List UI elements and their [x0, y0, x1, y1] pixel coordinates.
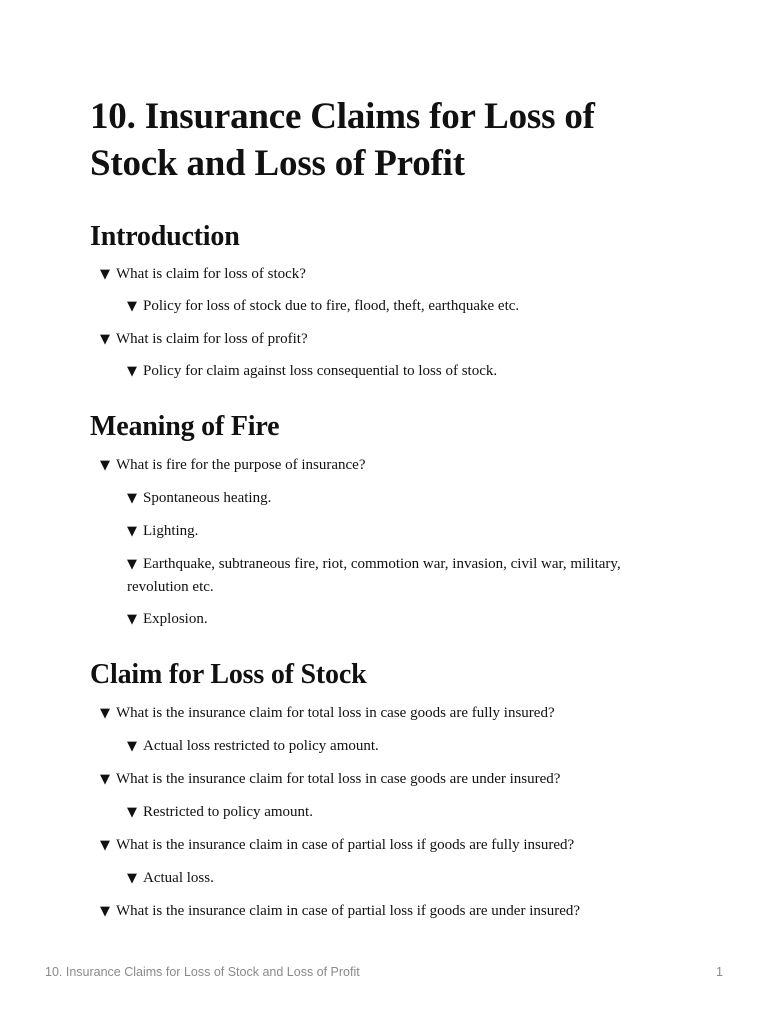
- toggle-item-text: What is fire for the purpose of insurance?: [116, 457, 366, 473]
- toggle-item[interactable]: [100, 328, 650, 351]
- toggle-subitem[interactable]: [127, 295, 650, 318]
- toggle-arrow-icon[interactable]: ▼: [127, 524, 137, 539]
- toggle-subitem[interactable]: [127, 360, 650, 383]
- toggle-subitem-text: Policy for claim against loss consequential to loss of stock.: [143, 363, 498, 379]
- toggle-arrow-icon[interactable]: ▼: [100, 772, 110, 787]
- section-heading-claim-for-loss-of-stock: Claim for Loss of Stock: [90, 659, 367, 690]
- section-heading-introduction: Introduction: [90, 221, 240, 252]
- toggle-subitem-text: Explosion.: [143, 611, 208, 627]
- toggle-item[interactable]: [100, 768, 650, 791]
- toggle-arrow-icon[interactable]: ▼: [127, 871, 137, 886]
- toggle-arrow-icon[interactable]: ▼: [127, 739, 137, 754]
- toggle-arrow-icon[interactable]: ▼: [127, 805, 137, 820]
- toggle-arrow-icon[interactable]: ▼: [100, 267, 110, 282]
- toggle-item[interactable]: [100, 263, 650, 286]
- toggle-item[interactable]: [100, 900, 650, 923]
- toggle-item[interactable]: [100, 834, 650, 857]
- footer-title: 10. Insurance Claims for Loss of Stock and Loss of Profit: [45, 965, 360, 979]
- toggle-subitem-text: Restricted to policy amount.: [143, 804, 313, 820]
- toggle-subitem-text: Actual loss.: [143, 870, 214, 886]
- toggle-subitem-text: Earthquake, subtraneous fire, riot, commotion war, invasion, civil war, military, revolution etc.: [127, 556, 621, 595]
- page-footer: [45, 965, 723, 983]
- toggle-item-text: What is the insurance claim for total loss in case goods are under insured?: [116, 771, 561, 787]
- toggle-subitem[interactable]: [127, 867, 650, 890]
- footer-page-number: 1: [716, 965, 723, 979]
- toggle-subitem-text: Lighting.: [143, 523, 199, 539]
- toggle-arrow-icon[interactable]: ▼: [127, 364, 137, 379]
- toggle-arrow-icon[interactable]: ▼: [127, 557, 137, 572]
- toggle-arrow-icon[interactable]: ▼: [127, 491, 137, 506]
- toggle-subitem[interactable]: [127, 520, 650, 543]
- toggle-subitem[interactable]: [127, 608, 650, 631]
- toggle-subitem[interactable]: [127, 801, 650, 824]
- toggle-arrow-icon[interactable]: ▼: [100, 706, 110, 721]
- toggle-item-text: What is claim for loss of profit?: [116, 331, 308, 347]
- toggle-item[interactable]: [100, 454, 650, 477]
- toggle-arrow-icon[interactable]: ▼: [127, 612, 137, 627]
- toggle-subitem-text: Spontaneous heating.: [143, 490, 272, 506]
- toggle-subitem-text: Policy for loss of stock due to fire, flood, theft, earthquake etc.: [143, 298, 520, 314]
- toggle-subitem[interactable]: [127, 487, 650, 510]
- toggle-item-text: What is claim for loss of stock?: [116, 266, 306, 282]
- toggle-arrow-icon[interactable]: ▼: [100, 838, 110, 853]
- toggle-arrow-icon[interactable]: ▼: [100, 332, 110, 347]
- toggle-arrow-icon[interactable]: ▼: [100, 904, 110, 919]
- section-heading-meaning-of-fire: Meaning of Fire: [90, 411, 280, 442]
- document-page: [90, 93, 650, 923]
- page-title: 10. Insurance Claims for Loss of Stock and Loss of Profit: [90, 96, 595, 184]
- toggle-subitem-text: Actual loss restricted to policy amount.: [143, 738, 379, 754]
- toggle-item-text: What is the insurance claim for total loss in case goods are fully insured?: [116, 705, 555, 721]
- toggle-item[interactable]: [100, 702, 650, 725]
- toggle-subitem[interactable]: [127, 735, 650, 758]
- toggle-subitem[interactable]: [127, 553, 650, 599]
- toggle-arrow-icon[interactable]: ▼: [127, 299, 137, 314]
- toggle-item-text: What is the insurance claim in case of partial loss if goods are under insured?: [116, 903, 581, 919]
- toggle-arrow-icon[interactable]: ▼: [100, 458, 110, 473]
- toggle-item-text: What is the insurance claim in case of partial loss if goods are fully insured?: [116, 837, 575, 853]
